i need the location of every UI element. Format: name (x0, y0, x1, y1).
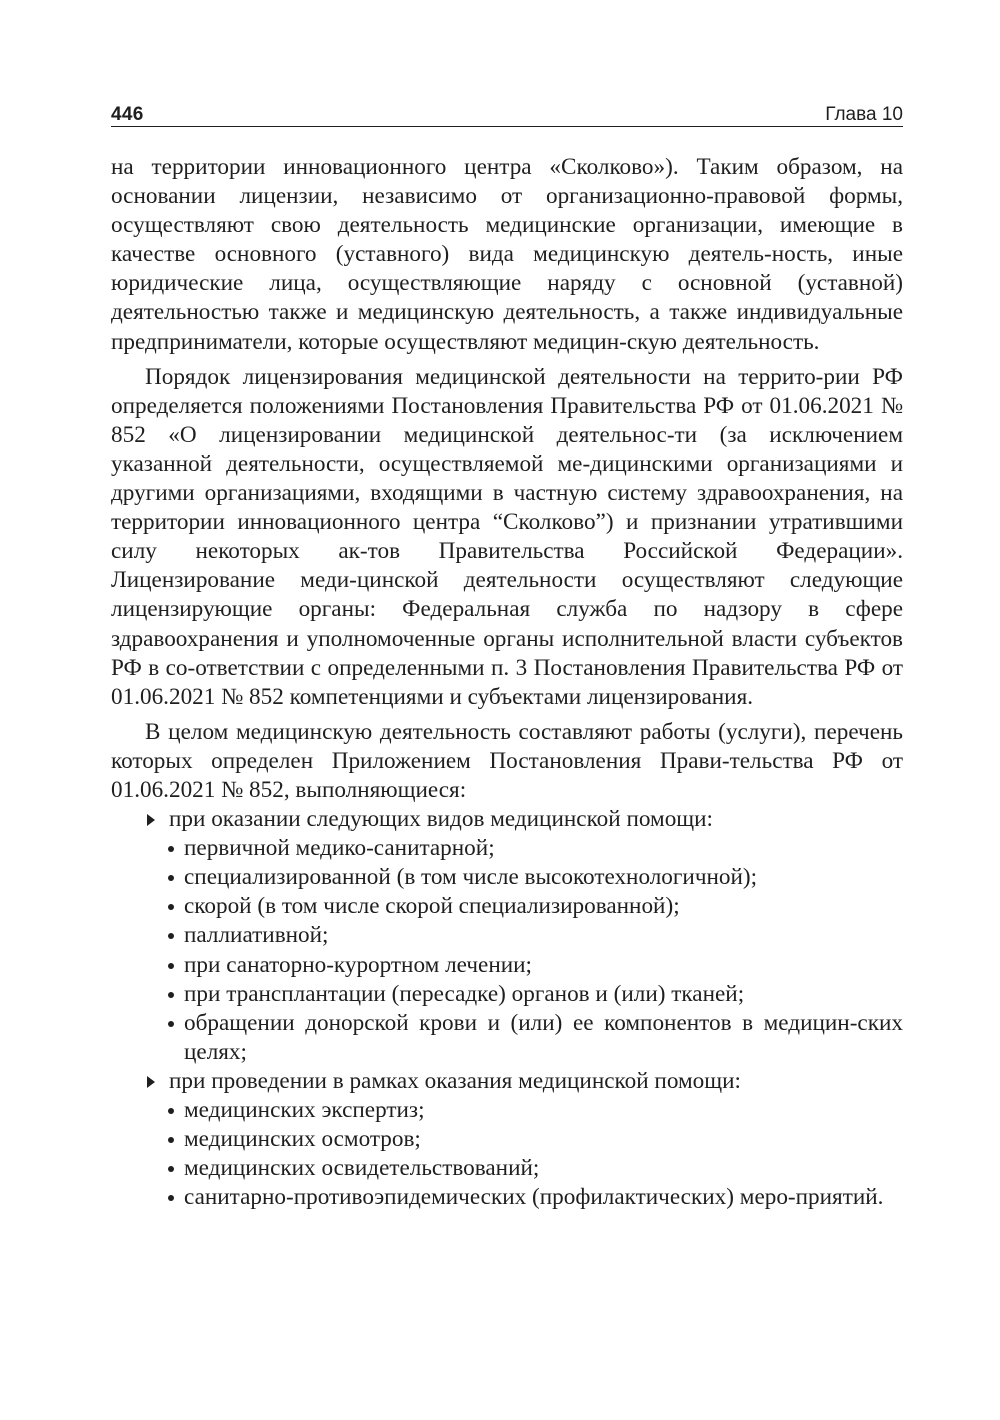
dot-bullet-icon (168, 992, 174, 998)
list-item (111, 1096, 903, 1125)
services-list (111, 805, 903, 1212)
dot-bullet-icon (168, 1108, 174, 1114)
list-group-within-care (111, 1067, 903, 1096)
list-group-label: при проведении в рамках оказания медицинской помощи: (169, 1067, 741, 1094)
dot-bullet-icon (168, 963, 174, 969)
list-item-text: скорой (в том числе скорой специализированной); (184, 893, 680, 920)
page-number: 446 (111, 104, 144, 125)
paragraph-services-intro: В целом медицинскую деятельность составляют работы (услуги), перечень которых определен Приложением Постановления Прави-тельства РФ от 01.06.2021 № 852, выполняющиеся: (111, 718, 903, 803)
dot-bullet-icon (168, 904, 174, 910)
chapter-title: Глава 10 (825, 104, 903, 125)
paragraph-continuation: на территории инновационного центра «Сколково»). Таким образом, на основании лицензии, независимо от организационно-правовой формы, осуществляют свою деятельность медицинские организации, имеющие в качестве основного (уставного) вида медицинскую деятель-ность, иные юридические лица, осуществляющие наряду с основной (уставной) деятельностью также и медицинскую деятельность, а также индивидуальные предприниматели, которые осуществляют медицин-скую деятельность. (111, 154, 903, 355)
list-item (111, 892, 903, 921)
list-item (111, 951, 903, 980)
list-item-text: медицинских экспертиз; (184, 1097, 425, 1123)
list-item (111, 1154, 903, 1183)
dot-bullet-icon (168, 1195, 174, 1201)
list-item (111, 1125, 903, 1154)
list-item (111, 834, 903, 863)
page-body (111, 153, 903, 1212)
list-item (111, 980, 903, 1009)
list-item-text: санитарно-противоэпидемических (профилактических) меро-приятий. (184, 1184, 884, 1211)
book-page (111, 96, 903, 1212)
list-group-label: при оказании следующих видов медицинской помощи: (169, 806, 713, 833)
list-item-text: специализированной (в том числе высокотехнологичной); (184, 864, 758, 891)
list-item-text: при трансплантации (пересадке) органов и (или) тканей; (184, 980, 745, 1007)
list-item (111, 863, 903, 892)
list-item (111, 1009, 903, 1067)
list-item (111, 1183, 903, 1212)
dot-bullet-icon (168, 1166, 174, 1172)
dot-bullet-icon (168, 1137, 174, 1143)
dot-bullet-icon (168, 875, 174, 881)
paragraph-licensing-order: Порядок лицензирования медицинской деятельности на террито-рии РФ определяется положениями Постановления Правительства РФ от 01.06.2021 № 852 «О лицензировании медицинской деятельнос-ти (за исключением указанной деятельности, осуществляемой ме-дицинскими организациями и другими организациями, входящими в частную систему здравоохранения, на территории инновационного центра “Сколково”) и признании утратившими силу некоторых ак-тов Правительства Российской Федерации». Лицензирование меди-цинской деятельности осуществляют следующие лицензирующие органы: Федеральная служба по надзору в сфере здравоохранения и уполномоченные органы исполнительной власти субъектов РФ в со-ответствии с определенными п. 3 Постановления Правительства РФ от 01.06.2021 № 852 компетенциями и субъектами лицензирования. (111, 363, 903, 710)
triangle-bullet-icon (147, 1076, 155, 1088)
list-item-text: обращении донорской крови и (или) ее компонентов в медицин-ских целях; (184, 1009, 903, 1065)
list-group-medical-care (111, 805, 903, 834)
list-item-text: медицинских освидетельствований; (184, 1155, 540, 1182)
triangle-bullet-icon (147, 814, 155, 826)
list-item-text: первичной медико-санитарной; (184, 835, 495, 862)
list-item-text: при санаторно-курортном лечении; (184, 951, 532, 978)
dot-bullet-icon (168, 846, 174, 852)
list-item (111, 921, 903, 950)
list-item-text: медицинских осмотров; (184, 1126, 421, 1153)
list-item-text: паллиативной; (184, 922, 329, 949)
dot-bullet-icon (168, 1021, 174, 1027)
running-header (111, 96, 903, 127)
dot-bullet-icon (168, 933, 174, 939)
